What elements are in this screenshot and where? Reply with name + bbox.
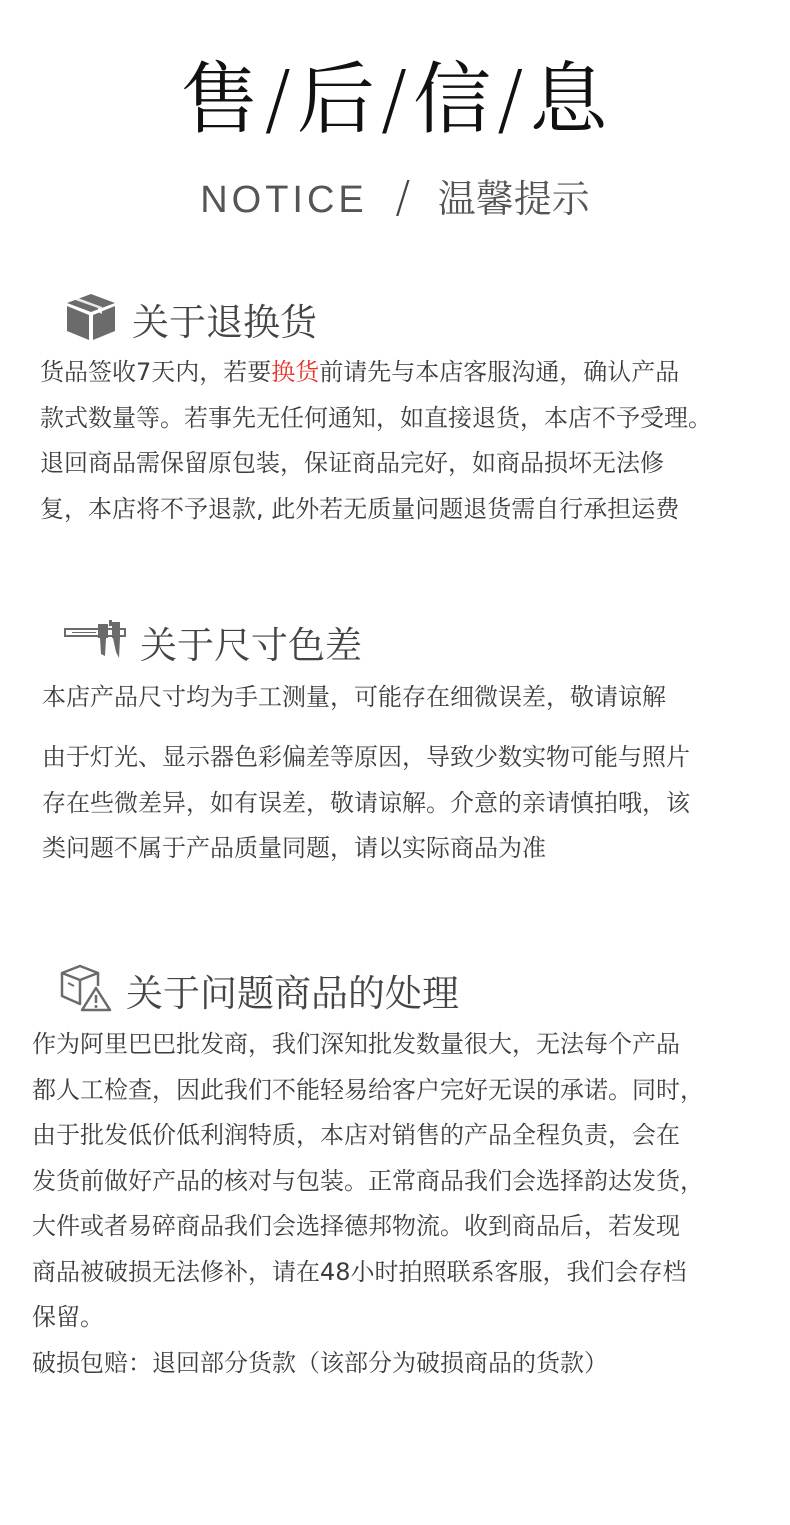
section-problem-heading [60, 964, 459, 1024]
title-char: 息 [529, 55, 610, 145]
highlighted-text: 换货 [271, 358, 320, 386]
title-slash: / [380, 55, 410, 145]
title-slash: / [264, 55, 293, 145]
section-heading-text: 关于尺寸色差 [140, 624, 362, 667]
section-size-note [42, 675, 666, 721]
subtitle-chinese: 温馨提示 [437, 177, 590, 221]
paragraph-line: 保留。 [32, 1303, 104, 1331]
subtitle-separator: / [395, 172, 411, 223]
box-icon [64, 292, 118, 354]
paragraph-line: 类问题不属于产品质量同题，请以实际商品为准 [42, 834, 546, 862]
text-run: 货品签收7天内，若要 [40, 358, 272, 386]
caliper-icon [64, 620, 126, 672]
paragraph-line: 由于灯光、显示器色彩偏差等原因，导致少数实物可能与照片 [42, 743, 690, 771]
page-subtitle [0, 172, 790, 226]
paragraph-line: 破损包赔：退回部分货款（该部分为破损商品的货款） [32, 1348, 608, 1377]
section-returns-heading [64, 292, 317, 354]
section-returns-body [40, 350, 712, 532]
section-problem-body [32, 1022, 704, 1386]
title-char: 后 [296, 55, 377, 145]
title-char: 售 [180, 55, 261, 145]
damaged-box-warning-icon [60, 964, 112, 1024]
section-heading-text: 关于问题商品的处理 [126, 972, 459, 1015]
paragraph-line: 由于批发低价低利润特质，本店对销售的产品全程负责，会在 [32, 1121, 680, 1149]
section-heading-text: 关于退换货 [132, 301, 317, 344]
section-size-body [42, 735, 690, 872]
paragraph-line [40, 350, 712, 396]
text-run: 前请先与本店客服沟通，确认产品 [319, 358, 680, 386]
title-char: 信 [413, 55, 494, 145]
paragraph-line: 都人工检查，因此我们不能轻易给客户完好无误的承诺。同时， [32, 1075, 704, 1104]
paragraph-line: 退回商品需保留原包装，保证商品完好，如商品损坏无法修 [40, 449, 664, 477]
paragraph-line: 存在些微差异，如有误差，敬请谅解。介意的亲请慎拍哦，该 [42, 788, 690, 817]
paragraph-line: 作为阿里巴巴批发商，我们深知批发数量很大，无法每个产品 [32, 1030, 680, 1058]
paragraph-line: 商品被破损无法修补，请在48小时拍照联系客服，我们会存档 [32, 1257, 687, 1286]
paragraph-line: 大件或者易碎商品我们会选择德邦物流。收到商品后，若发现 [32, 1212, 680, 1240]
paragraph-line: 款式数量等。若事先无任何通知，如直接退货，本店不予受理。 [40, 403, 712, 432]
paragraph-line: 复，本店将不予退款, 此外若无质量问题退货需自行承担运费 [40, 494, 680, 523]
paragraph-line: 本店产品尺寸均为手工测量，可能存在细微误差，敬请谅解 [42, 683, 666, 711]
paragraph-line: 发货前做好产品的核对与包装。正常商品我们会选择韵达发货， [32, 1166, 704, 1195]
page-title [0, 52, 790, 148]
subtitle-english: NOTICE [200, 179, 368, 221]
title-slash: / [497, 55, 526, 145]
section-size-heading [64, 620, 362, 672]
